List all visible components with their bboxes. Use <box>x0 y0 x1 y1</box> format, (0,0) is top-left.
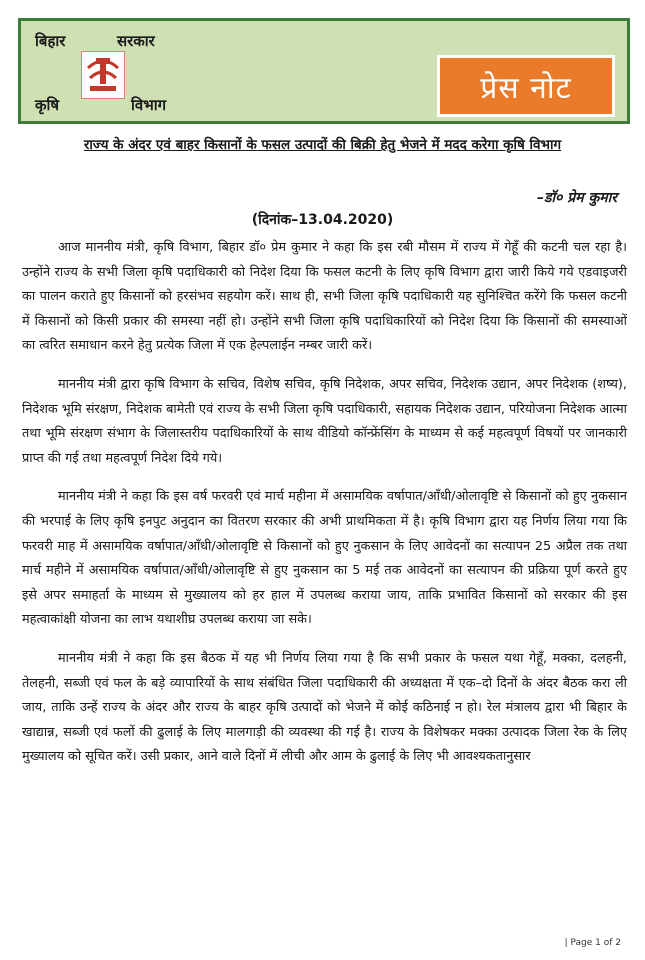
paragraph: माननीय मंत्री ने कहा कि इस वर्ष फरवरी एवं मार्च महीना में असामयिक वर्षापात/आँधी/ओलावृष्टि से किसानों को हुए नुकसान की भरपाई के लिए कृषि इनपुट अनुदान का वितरण सरकार की अभी प्राथमिकता में है। कृषि विभाग द्वारा यह निर्णय लिया गया कि फरवरी माह में असामयिक वर्षापात/आँधी/ओलावृष्टि से किसानों को हुए नुकसान के लिए आवेदनों का सत्यापन 25 अप्रैल तक तथा मार्च महीने में असामयिक वर्षापात/आँधी/ओलावृष्टि से हुए नुकसान का 5 मई तक आवेदनों का सत्यापन की प्रक्रिया पूर्ण करते हुए इसे अपर समाहर्ता के माध्यम से मुख्यालय को हर हाल में उपलब्ध कराया जाय, ताकि प्रभावित किसानों को सरकार की इस महत्वाकांक्षी योजना का लाभ यथाशीघ्र उपलब्ध कराया जा सके। <box>22 489 627 628</box>
letterhead <box>18 18 630 124</box>
paragraph: माननीय मंत्री द्वारा कृषि विभाग के सचिव, विशेष सचिव, कृषि निदेशक, अपर सचिव, निदेशक उद्यान, अपर निदेशक (शष्य), निदेशक भूमि संरक्षण, निदेशक बामेती एवं राज्य के सभी जिला कृषि पदाधिकारी, सहायक निदेशक उद्यान, परियोजना निदेशक आत्मा तथा भूमि संरक्षण संभाग के जिलास्तरीय पदाधिकारियों के साथ वीडियो कॉन्फ्रेंसिंग के माध्यम से कई महत्वपूर्ण विषयों पर जानकारी प्राप्त की गई तथा महत्वपूर्ण निदेश दिये गये। <box>22 376 627 466</box>
government-emblem-icon <box>81 51 125 99</box>
headline: राज्य के अंदर एवं बाहर किसानों के फसल उत्पादों की बिक्री हेतु भेजने में मदद करेगा कृषि विभाग <box>83 137 562 153</box>
header-left-bottom: कृषि <box>35 96 60 114</box>
header-right-bottom: विभाग <box>131 96 167 114</box>
paragraph: माननीय मंत्री ने कहा कि इस बैठक में यह भी निर्णय लिया गया है कि सभी प्रकार के फसल यथा गेहूँ, मक्का, दलहनी, तेलहनी, सब्जी एवं फल के बड़े व्यापारियों के साथ संबंधित जिला पदाधिकारी की अध्यक्षता में एक–दो दिनों के अंदर बैठक करा ली जाय, ताकि उन्हें राज्य के अंदर और राज्य के बाहर कृषि उत्पादों को भेजने में कोई कठिनाई न हो। रेल मंत्रालय द्वारा भी बिहार के खाद्यान्न, सब्जी एवं फलों की ढुलाई के लिए मालगाड़ी की व्यवस्था की गई है। राज्य के विशेषकर मक्का उत्पादक जिला रेक के लिए मुख्यालय को सूचित करें। उसी प्रकार, आने वाले दिनों में लीची और आम के ढुलाई के लिए भी आवश्यकतानुसार <box>22 650 627 765</box>
header-left-top: बिहार <box>35 32 66 50</box>
dateline: (दिनांक–13.04.2020) <box>251 212 394 228</box>
byline: –डॉ० प्रेम कुमार <box>537 190 617 206</box>
page-number: | Page 1 of 2 <box>564 938 621 948</box>
press-body <box>22 236 627 784</box>
paragraph: आज माननीय मंत्री, कृषि विभाग, बिहार डॉ० प्रेम कुमार ने कहा कि इस रबी मौसम में राज्य में गेहूँ की कटनी चल रहा है। उन्होंने राज्य के सभी जिला कृषि पदाधिकारी को निदेश दिया कि फसल कटनी के लिए कृषि विभाग द्वारा जारी किये गये एडवाइजरी का पालन कराते हुए किसानों को हरसंभव सहयोग करें। साथ ही, सभी जिला कृषि पदाधिकारी यह सुनिश्चित करेंगे कि फसल कटनी में किसानों को किसी प्रकार की समस्या नहीं हो। उन्होंने सभी जिला कृषि पदाधिकारियों को निदेश दिया कि किसानों की समस्याओं का त्वरित समाधान करने हेतु प्रत्येक जिला में एक हेल्पलाईन नम्बर जारी करें। <box>22 240 627 354</box>
press-note-badge: प्रेस नोट <box>437 55 615 117</box>
header-right-top: सरकार <box>117 32 155 50</box>
